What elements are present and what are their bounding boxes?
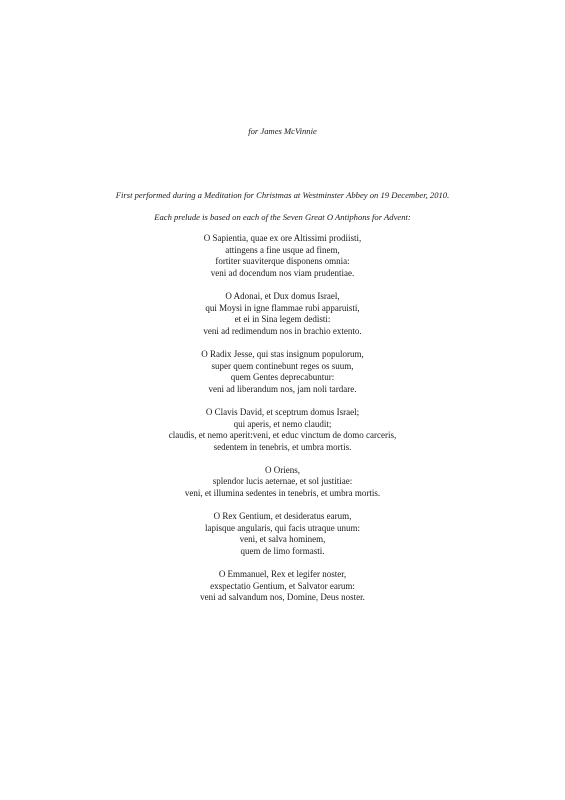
antiphon-line: claudis, et nemo aperit:veni, et educ vinctum de domo carceris, bbox=[168, 430, 397, 441]
antiphon-line: O Rex Gentium, et desideratus earum, bbox=[213, 511, 352, 522]
dedication: for James McVinnie bbox=[248, 126, 317, 136]
antiphon-line: veni ad redimendum nos in brachio extento. bbox=[203, 325, 362, 336]
antiphon-line: O Clavis David, et sceptrum domus Israel; bbox=[205, 406, 360, 417]
antiphon-line: attingens a fine usque ad finem, bbox=[225, 244, 340, 255]
antiphon-line: quem Gentes deprecabuntur: bbox=[230, 372, 335, 383]
antiphon-line: lapisque angularis, qui facis utraque unum: bbox=[205, 522, 360, 533]
antiphon-stanza bbox=[0, 407, 565, 453]
antiphon-stanza bbox=[0, 511, 565, 557]
antiphon-line: O Adonai, et Dux domus Israel, bbox=[225, 290, 340, 301]
antiphon-line: veni ad salvandum nos, Domine, Deus noster. bbox=[200, 592, 365, 603]
antiphon-line: et ei in Sina legem dedisti: bbox=[234, 314, 331, 325]
antiphon-line: sedentem in tenebris, et umbra mortis. bbox=[213, 441, 352, 452]
antiphon-line: qui Moysi in igne flammae rubi apparuisti, bbox=[205, 302, 360, 313]
antiphon-line: super quem continebunt reges os suum, bbox=[211, 360, 354, 371]
antiphon-line: quem de limo formasti. bbox=[240, 546, 325, 557]
antiphon-line: fortiter suaviterque disponens omnia: bbox=[215, 256, 350, 267]
antiphon-stanza bbox=[0, 233, 565, 279]
antiphon-stanza bbox=[0, 291, 565, 337]
antiphon-list bbox=[0, 233, 565, 616]
antiphon-line: veni, et salva hominem, bbox=[239, 534, 326, 545]
performance-note: First performed during a Meditation for Christmas at Westminster Abbey on 19 December, 2010. bbox=[115, 190, 450, 200]
antiphon-stanza bbox=[0, 349, 565, 395]
antiphon-line: O Radix Jesse, qui stas insignum populorum, bbox=[201, 348, 364, 359]
antiphon-line: veni ad liberandum nos, jam noli tardare. bbox=[208, 383, 357, 394]
antiphon-line: veni, et illumina sedentes in tenebris, et umbra mortis. bbox=[184, 488, 381, 499]
antiphon-line: veni ad docendum nos viam prudentiae. bbox=[210, 267, 355, 278]
antiphon-line: O Sapientia, quae ex ore Altissimi prodiisti, bbox=[203, 233, 362, 243]
antiphon-line: O Oriens, bbox=[265, 464, 300, 475]
antiphon-line: O Emmanuel, Rex et legifer noster, bbox=[218, 569, 347, 580]
intro-note: Each prelude is based on each of the Seven Great O Antiphons for Advent: bbox=[154, 212, 411, 222]
antiphon-stanza bbox=[0, 569, 565, 604]
antiphon-line: qui aperis, et nemo claudit; bbox=[233, 418, 332, 429]
antiphon-stanza bbox=[0, 465, 565, 500]
antiphon-line: exspectatio Gentium, et Salvator earum: bbox=[210, 580, 355, 591]
antiphon-line: splendor lucis aeternae, et sol justitiae: bbox=[212, 476, 353, 487]
